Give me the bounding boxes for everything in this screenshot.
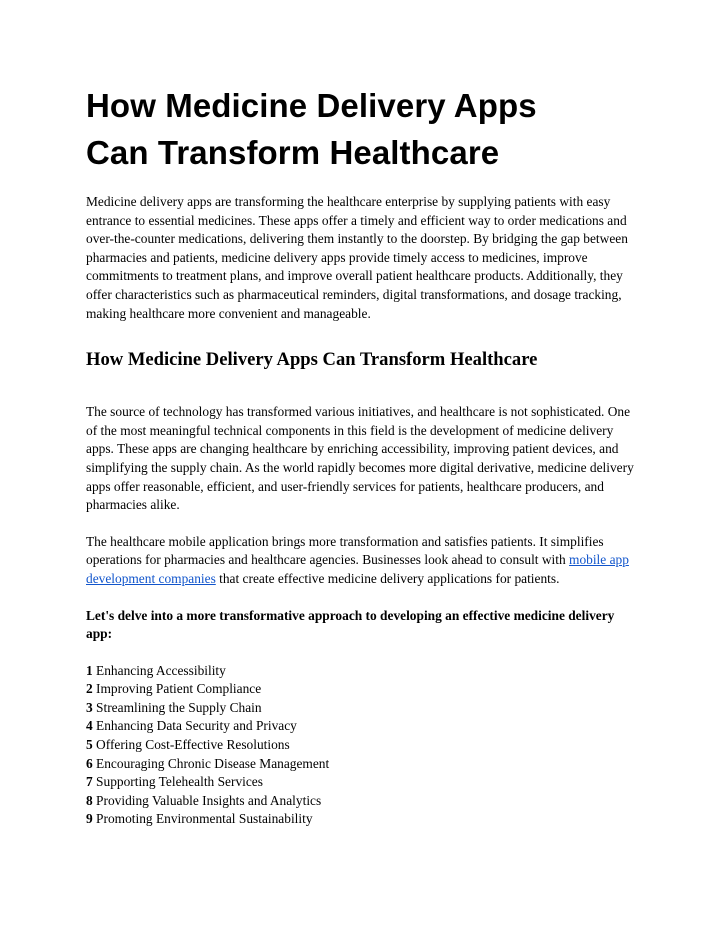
page-title-line-1: How Medicine Delivery Apps (86, 87, 537, 124)
list-item (86, 810, 640, 829)
list-item-number: 9 (86, 811, 93, 827)
list-item-text: Enhancing Data Security and Privacy (92, 718, 297, 734)
list-item (86, 755, 640, 774)
page-title (86, 82, 640, 176)
list-item-text: Improving Patient Compliance (92, 681, 262, 697)
mobile-app-paragraph (86, 533, 640, 589)
list-item-text: Offering Cost-Effective Resolutions (92, 737, 290, 753)
section-heading: How Medicine Delivery Apps Can Transform Healthcare (86, 349, 538, 371)
list-item (86, 773, 640, 792)
intro-paragraph: Medicine delivery apps are transforming the healthcare enterprise by supplying patients with easy entrance to essential medicines. These apps offer a timely and efficient way to order medications and over-the-counter medications, delivering them instantly to the doorstep. By bridging the gap between pharmacies and patients, medicine delivery apps provide timely access to medicines, improve commitments to treatment plans, and improve overall patient healthcare products. Additionally, they offer characteristics such as pharmaceutical reminders, digital transformations, and dosage tracking, making healthcare more convenient and manageable. (86, 194, 628, 321)
list-item-text: Promoting Environmental Sustainability (92, 811, 313, 827)
list-item-number: 5 (86, 737, 93, 753)
list-item (86, 792, 640, 811)
list-item (86, 736, 640, 755)
mobile-app-development-link[interactable]: mobile app development companies (86, 552, 629, 586)
list-item-text: Supporting Telehealth Services (92, 774, 263, 790)
approach-list (86, 662, 640, 829)
mobile-app-paragraph-text-end: that create effective medicine delivery applications for patients. (215, 570, 560, 586)
list-item-number: 2 (86, 681, 93, 697)
mobile-app-paragraph-text-start: The healthcare mobile application brings more transformation and satisfies patients. It simplifies operations for pharmacies and healthcare agencies. Businesses look ahead to consult with (86, 533, 604, 568)
list-item-text: Encouraging Chronic Disease Management (92, 755, 330, 771)
approach-intro: Let's delve into a more transformative approach to developing an effective medicine delivery app: (86, 607, 615, 642)
list-item-number: 4 (86, 718, 93, 734)
list-item-number: 1 (86, 662, 93, 678)
page-title-line-2: Can Transform Healthcare (86, 134, 500, 171)
list-item-number: 6 (86, 755, 93, 771)
list-item-number: 8 (86, 792, 93, 808)
list-item-text: Streamlining the Supply Chain (92, 699, 262, 715)
list-item-text: Enhancing Accessibility (92, 662, 226, 678)
list-item-number: 7 (86, 774, 93, 790)
list-item (86, 699, 640, 718)
list-item (86, 680, 640, 699)
list-item-number: 3 (86, 699, 93, 715)
list-item (86, 717, 640, 736)
list-item (86, 662, 640, 681)
list-item-text: Providing Valuable Insights and Analytics (92, 792, 322, 808)
technology-paragraph: The source of technology has transformed various initiatives, and healthcare is not sophisticated. One of the most meaningful technical components in this field is the development of medicine delivery apps. These apps are changing healthcare by enriching accessibility, improving patient devices, and simplifying the supply chain. As the world rapidly becomes more digital derivative, medicine delivery apps offer reasonable, efficient, and user-friendly services for patients, healthcare producers, and pharmacies alike. (86, 404, 634, 513)
